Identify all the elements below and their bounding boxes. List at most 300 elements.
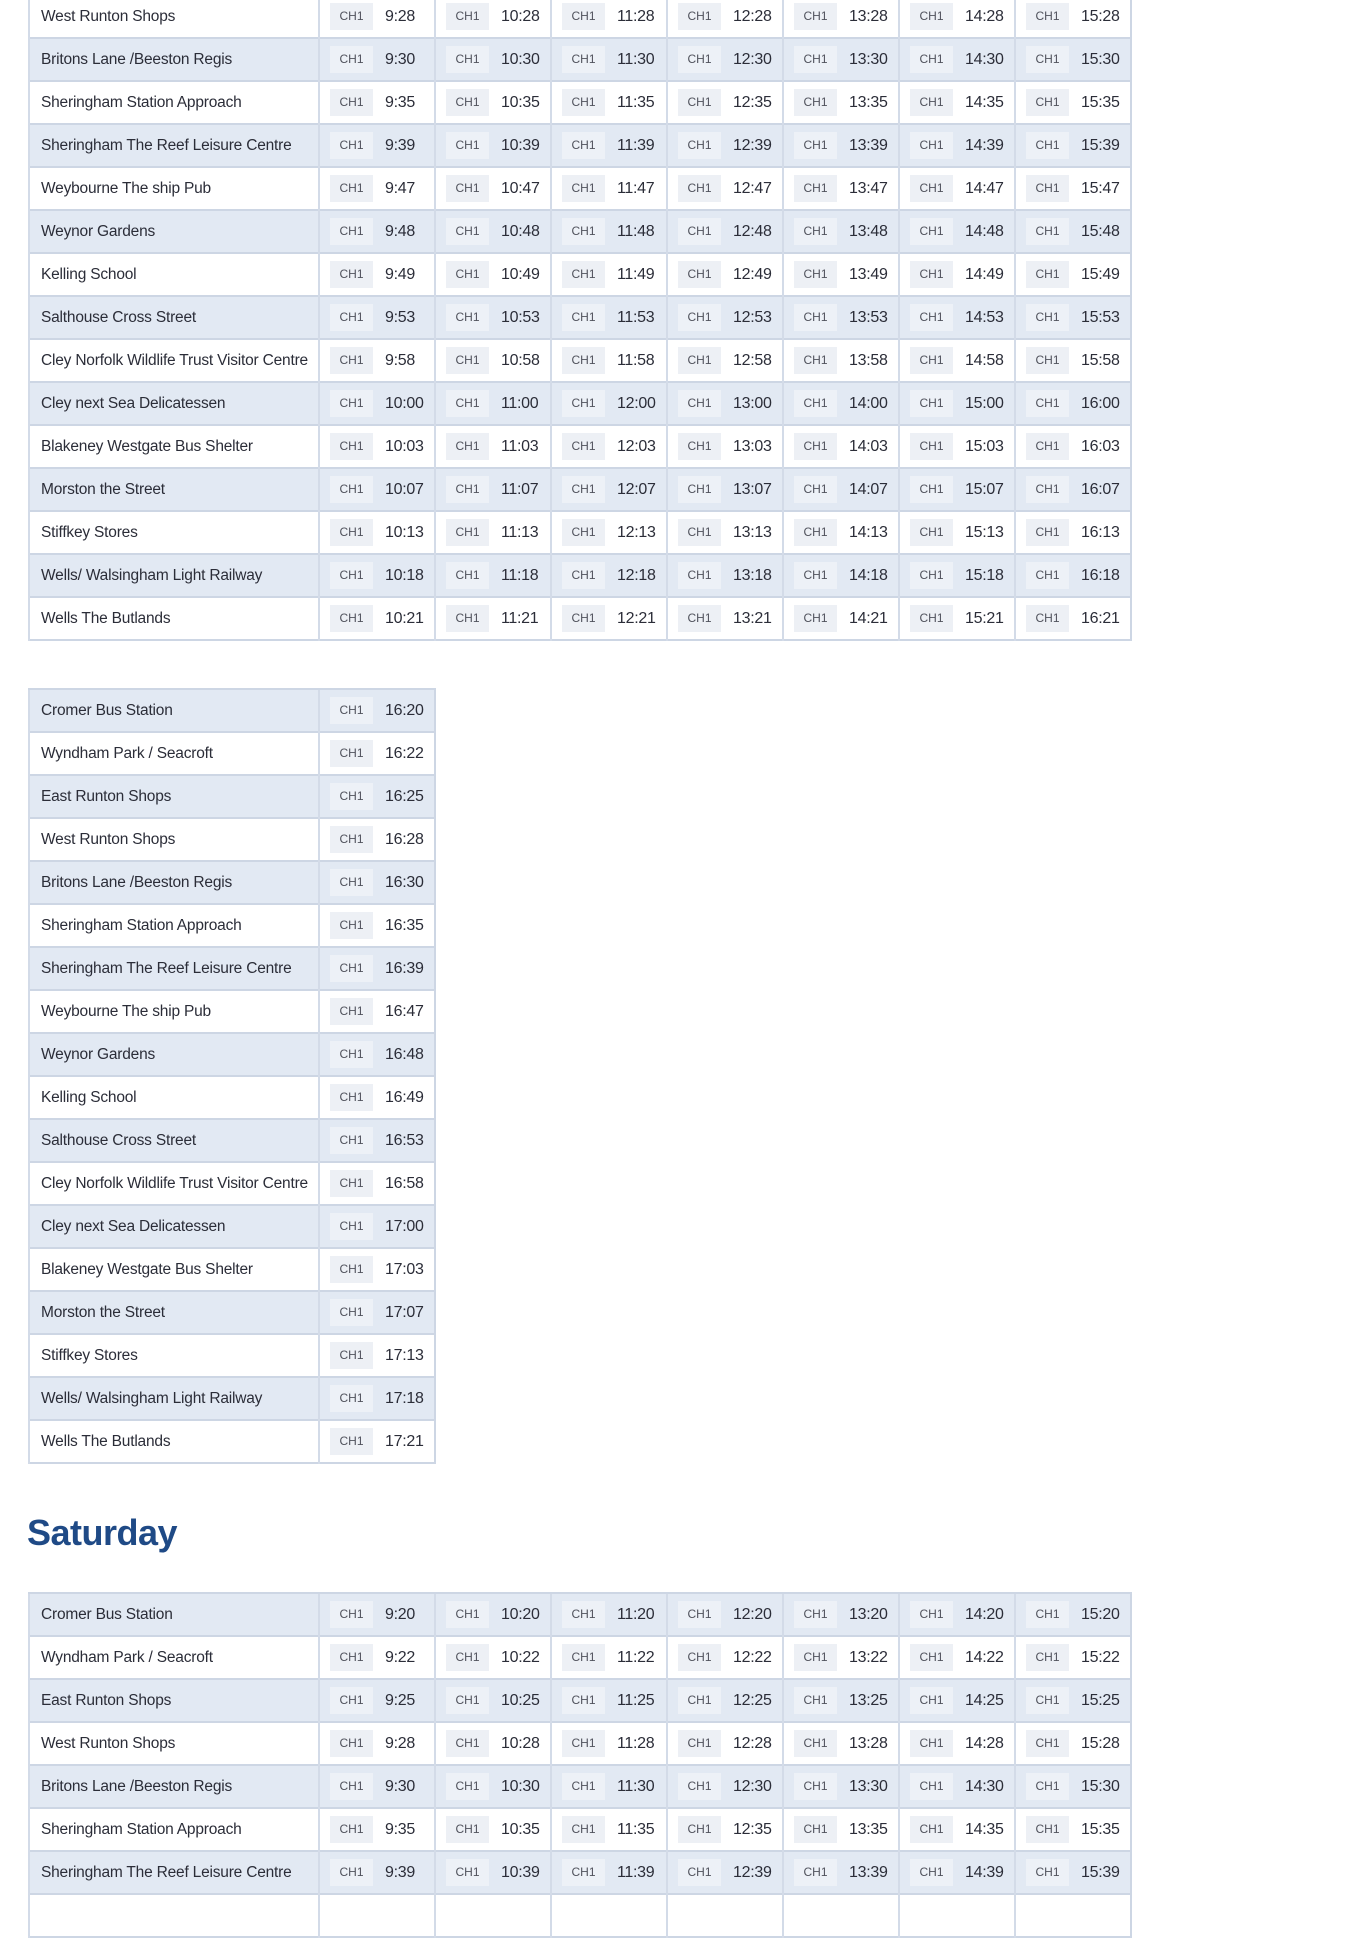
departure-cell: [899, 468, 1015, 511]
route-badge: CH1: [794, 519, 837, 546]
route-badge: CH1: [330, 261, 373, 288]
route-badge: CH1: [446, 175, 489, 202]
route-badge: CH1: [794, 562, 837, 589]
departure-cell: [899, 1722, 1015, 1765]
departure-cell: [667, 167, 783, 210]
weekday-timetable-2: [28, 688, 436, 1464]
departure-time: 13:25: [849, 1691, 888, 1709]
route-badge: CH1: [1026, 46, 1069, 73]
departure-cell: [319, 947, 435, 990]
departure-cell: [899, 425, 1015, 468]
stop-name: Wyndham Park / Seacroft: [29, 732, 319, 775]
departure-cell: [551, 38, 667, 81]
departure-cell: [319, 990, 435, 1033]
departure-time: 13:00: [733, 394, 772, 412]
stop-name: Blakeney Westgate Bus Shelter: [29, 425, 319, 468]
timetable-row: [29, 904, 435, 947]
departure-cell: [319, 554, 435, 597]
departure-time: 12:00: [617, 394, 656, 412]
departure-cell: [667, 253, 783, 296]
route-badge: CH1: [446, 519, 489, 546]
route-badge: CH1: [794, 218, 837, 245]
departure-time: 12:13: [617, 523, 656, 541]
route-badge: CH1: [330, 304, 373, 331]
departure-cell: [319, 1894, 435, 1937]
departure-cell: [551, 167, 667, 210]
departure-time: 12:35: [733, 93, 772, 111]
route-badge: CH1: [910, 476, 953, 503]
departure-cell: [551, 210, 667, 253]
departure-cell: [319, 1722, 435, 1765]
departure-cell: [319, 1636, 435, 1679]
departure-cell: [667, 382, 783, 425]
departure-time: 12:28: [733, 1734, 772, 1752]
departure-time: 17:07: [385, 1303, 424, 1321]
route-badge: CH1: [1026, 3, 1069, 30]
departure-time: 16:47: [385, 1002, 424, 1020]
departure-cell: [1015, 167, 1131, 210]
route-badge: CH1: [446, 347, 489, 374]
route-badge: CH1: [330, 1859, 373, 1886]
departure-time: 15:58: [1081, 351, 1120, 369]
route-badge: CH1: [910, 1730, 953, 1757]
departure-cell: [435, 468, 551, 511]
departure-cell: [899, 210, 1015, 253]
departure-time: 13:49: [849, 265, 888, 283]
stop-name: Weynor Gardens: [29, 210, 319, 253]
timetable-row: [29, 554, 1131, 597]
route-badge: CH1: [678, 562, 721, 589]
route-badge: CH1: [1026, 476, 1069, 503]
route-badge: CH1: [562, 1687, 605, 1714]
route-badge: CH1: [910, 347, 953, 374]
route-badge: CH1: [794, 261, 837, 288]
departure-time: 17:13: [385, 1346, 424, 1364]
departure-time: 14:21: [849, 609, 888, 627]
departure-cell: [783, 1722, 899, 1765]
route-badge: CH1: [678, 1859, 721, 1886]
route-badge: CH1: [446, 261, 489, 288]
departure-cell: [667, 597, 783, 640]
departure-cell: [551, 253, 667, 296]
route-badge: CH1: [330, 562, 373, 589]
route-badge: CH1: [910, 218, 953, 245]
route-badge: CH1: [330, 433, 373, 460]
departure-cell: [783, 1636, 899, 1679]
departure-cell: [435, 1722, 551, 1765]
departure-cell: [1015, 0, 1131, 38]
route-badge: CH1: [446, 1730, 489, 1757]
departure-cell: [783, 38, 899, 81]
route-badge: CH1: [794, 605, 837, 632]
departure-time: 10:18: [385, 566, 424, 584]
departure-cell: [319, 1076, 435, 1119]
timetable-row: [29, 253, 1131, 296]
departure-time: 10:03: [385, 437, 424, 455]
departure-time: 13:39: [849, 1863, 888, 1881]
timetable-row: [29, 1679, 1131, 1722]
departure-cell: [899, 38, 1015, 81]
departure-time: 15:39: [1081, 1863, 1120, 1881]
stop-name: Weybourne The ship Pub: [29, 990, 319, 1033]
departure-time: 16:22: [385, 744, 424, 762]
route-badge: CH1: [794, 1773, 837, 1800]
timetable-row: [29, 468, 1131, 511]
departure-time: 16:35: [385, 916, 424, 934]
timetable-row: [29, 38, 1131, 81]
departure-time: 14:25: [965, 1691, 1004, 1709]
departure-time: 9:20: [385, 1605, 415, 1623]
departure-time: 14:13: [849, 523, 888, 541]
departure-cell: [667, 1679, 783, 1722]
route-badge: CH1: [1026, 1644, 1069, 1671]
departure-time: 11:30: [617, 1777, 655, 1795]
route-badge: CH1: [330, 519, 373, 546]
departure-time: 12:18: [617, 566, 656, 584]
departure-cell: [667, 0, 783, 38]
departure-cell: [435, 1851, 551, 1894]
departure-cell: [319, 1420, 435, 1463]
departure-time: 11:47: [617, 179, 655, 197]
route-badge: CH1: [1026, 1816, 1069, 1843]
route-badge: CH1: [330, 1170, 373, 1197]
departure-cell: [319, 1291, 435, 1334]
route-badge: CH1: [678, 1644, 721, 1671]
departure-cell: [319, 861, 435, 904]
route-badge: CH1: [330, 1601, 373, 1628]
saturday-timetable: [28, 1592, 1132, 1938]
departure-time: 14:47: [965, 179, 1004, 197]
departure-time: 11:21: [501, 609, 539, 627]
route-badge: CH1: [562, 1730, 605, 1757]
departure-time: 9:47: [385, 179, 415, 197]
timetable-row: [29, 861, 435, 904]
departure-time: 9:48: [385, 222, 415, 240]
departure-cell: [319, 1248, 435, 1291]
departure-cell: [1015, 468, 1131, 511]
route-badge: CH1: [330, 390, 373, 417]
departure-time: 11:53: [617, 308, 655, 326]
departure-cell: [319, 210, 435, 253]
departure-cell: [1015, 1808, 1131, 1851]
stop-name: Sheringham The Reef Leisure Centre: [29, 124, 319, 167]
departure-time: 15:20: [1081, 1605, 1120, 1623]
departure-time: 14:35: [965, 93, 1004, 111]
route-badge: CH1: [330, 605, 373, 632]
timetable-row: [29, 167, 1131, 210]
departure-cell: [1015, 210, 1131, 253]
route-badge: CH1: [1026, 89, 1069, 116]
departure-cell: [899, 124, 1015, 167]
departure-cell: [667, 1894, 783, 1937]
departure-time: 16:20: [385, 701, 424, 719]
departure-time: 16:30: [385, 873, 424, 891]
departure-cell: [783, 1808, 899, 1851]
departure-cell: [551, 511, 667, 554]
departure-cell: [319, 1205, 435, 1248]
route-badge: CH1: [1026, 304, 1069, 331]
timetable-row: [29, 81, 1131, 124]
stop-name: Sheringham Station Approach: [29, 904, 319, 947]
route-badge: CH1: [330, 1213, 373, 1240]
departure-time: 13:35: [849, 93, 888, 111]
route-badge: CH1: [794, 175, 837, 202]
route-badge: CH1: [794, 390, 837, 417]
timetable-row: [29, 339, 1131, 382]
departure-cell: [319, 1377, 435, 1420]
departure-time: 9:49: [385, 265, 415, 283]
departure-cell: [1015, 1765, 1131, 1808]
stop-name: Sheringham The Reef Leisure Centre: [29, 947, 319, 990]
route-badge: CH1: [910, 175, 953, 202]
stop-name: Kelling School: [29, 1076, 319, 1119]
route-badge: CH1: [562, 1859, 605, 1886]
departure-time: 14:35: [965, 1820, 1004, 1838]
departure-cell: [319, 1765, 435, 1808]
departure-time: 10:28: [501, 7, 540, 25]
route-badge: CH1: [794, 1859, 837, 1886]
departure-time: 14:28: [965, 1734, 1004, 1752]
departure-cell: [319, 38, 435, 81]
departure-time: 17:03: [385, 1260, 424, 1278]
departure-cell: [435, 38, 551, 81]
departure-time: 16:53: [385, 1131, 424, 1149]
departure-time: 9:30: [385, 50, 415, 68]
departure-time: 11:35: [617, 1820, 655, 1838]
departure-time: 16:07: [1081, 480, 1120, 498]
route-badge: CH1: [330, 218, 373, 245]
route-badge: CH1: [910, 1644, 953, 1671]
departure-cell: [1015, 425, 1131, 468]
departure-time: 13:22: [849, 1648, 888, 1666]
timetable-row: [29, 732, 435, 775]
route-badge: CH1: [330, 783, 373, 810]
route-badge: CH1: [330, 1041, 373, 1068]
route-badge: CH1: [330, 46, 373, 73]
route-badge: CH1: [562, 433, 605, 460]
stop-name: Cley next Sea Delicatessen: [29, 1205, 319, 1248]
stop-name: West Runton Shops: [29, 818, 319, 861]
departure-time: 15:48: [1081, 222, 1120, 240]
route-badge: CH1: [330, 1127, 373, 1154]
departure-cell: [435, 1679, 551, 1722]
departure-time: 13:35: [849, 1820, 888, 1838]
route-badge: CH1: [446, 1773, 489, 1800]
departure-cell: [551, 1808, 667, 1851]
departure-time: 10:21: [385, 609, 424, 627]
timetable-row: [29, 597, 1131, 640]
departure-cell: [551, 0, 667, 38]
route-badge: CH1: [794, 347, 837, 374]
timetable-row: [29, 689, 435, 732]
route-badge: CH1: [1026, 519, 1069, 546]
stop-name: Britons Lane /Beeston Regis: [29, 38, 319, 81]
departure-time: 12:28: [733, 7, 772, 25]
departure-cell: [551, 554, 667, 597]
departure-time: 14:53: [965, 308, 1004, 326]
route-badge: CH1: [330, 1730, 373, 1757]
route-badge: CH1: [678, 1773, 721, 1800]
departure-cell: [899, 1636, 1015, 1679]
route-badge: CH1: [446, 1859, 489, 1886]
stop-name: West Runton Shops: [29, 0, 319, 38]
departure-time: 10:30: [501, 50, 540, 68]
route-badge: CH1: [910, 1816, 953, 1843]
departure-cell: [783, 425, 899, 468]
timetable-row: [29, 1248, 435, 1291]
route-badge: CH1: [794, 433, 837, 460]
stop-name: Sheringham Station Approach: [29, 81, 319, 124]
departure-time: 13:48: [849, 222, 888, 240]
route-badge: CH1: [330, 1256, 373, 1283]
departure-time: 15:13: [965, 523, 1004, 541]
route-badge: CH1: [910, 562, 953, 589]
departure-cell: [319, 253, 435, 296]
departure-time: 15:03: [965, 437, 1004, 455]
departure-cell: [319, 775, 435, 818]
timetable-row: [29, 1334, 435, 1377]
route-badge: CH1: [678, 1687, 721, 1714]
stop-name: Cromer Bus Station: [29, 1593, 319, 1636]
departure-cell: [1015, 554, 1131, 597]
route-badge: CH1: [562, 519, 605, 546]
stop-name: Wells/ Walsingham Light Railway: [29, 554, 319, 597]
departure-time: 14:03: [849, 437, 888, 455]
route-badge: CH1: [1026, 433, 1069, 460]
route-badge: CH1: [678, 46, 721, 73]
stop-name: Cley next Sea Delicatessen: [29, 382, 319, 425]
departure-cell: [435, 81, 551, 124]
route-badge: CH1: [446, 605, 489, 632]
route-badge: CH1: [330, 89, 373, 116]
timetable-row: [29, 1593, 1131, 1636]
departure-time: 13:30: [849, 50, 888, 68]
route-badge: CH1: [330, 1644, 373, 1671]
departure-cell: [435, 296, 551, 339]
departure-cell: [319, 382, 435, 425]
departure-time: 12:22: [733, 1648, 772, 1666]
departure-cell: [783, 339, 899, 382]
departure-time: 9:39: [385, 1863, 415, 1881]
departure-cell: [783, 597, 899, 640]
departure-time: 16:49: [385, 1088, 424, 1106]
departure-cell: [319, 818, 435, 861]
route-badge: CH1: [910, 304, 953, 331]
departure-time: 10:39: [501, 1863, 540, 1881]
departure-time: 16:39: [385, 959, 424, 977]
departure-cell: [667, 1636, 783, 1679]
route-badge: CH1: [678, 3, 721, 30]
route-badge: CH1: [910, 261, 953, 288]
route-badge: CH1: [678, 433, 721, 460]
route-badge: CH1: [330, 869, 373, 896]
departure-time: 11:48: [617, 222, 655, 240]
departure-time: 10:58: [501, 351, 540, 369]
departure-cell: [899, 1593, 1015, 1636]
departure-time: 13:18: [733, 566, 772, 584]
stop-name: Cley Norfolk Wildlife Trust Visitor Centre: [29, 1162, 319, 1205]
departure-time: 13:39: [849, 136, 888, 154]
departure-cell: [667, 339, 783, 382]
route-badge: CH1: [794, 1730, 837, 1757]
departure-cell: [783, 296, 899, 339]
route-badge: CH1: [678, 132, 721, 159]
departure-cell: [319, 1851, 435, 1894]
stop-name: Wells/ Walsingham Light Railway: [29, 1377, 319, 1420]
departure-cell: [319, 1162, 435, 1205]
route-badge: CH1: [910, 1601, 953, 1628]
departure-cell: [319, 468, 435, 511]
route-badge: CH1: [794, 1644, 837, 1671]
departure-cell: [551, 81, 667, 124]
departure-time: 12:48: [733, 222, 772, 240]
departure-cell: [899, 1851, 1015, 1894]
departure-cell: [783, 468, 899, 511]
stop-name: Wells The Butlands: [29, 1420, 319, 1463]
departure-cell: [551, 468, 667, 511]
departure-cell: [783, 1765, 899, 1808]
route-badge: CH1: [330, 476, 373, 503]
departure-time: 12:20: [733, 1605, 772, 1623]
route-badge: CH1: [794, 304, 837, 331]
departure-time: 9:22: [385, 1648, 415, 1666]
departure-cell: [899, 382, 1015, 425]
route-badge: CH1: [910, 3, 953, 30]
departure-time: 16:00: [1081, 394, 1120, 412]
timetable-row: [29, 1420, 435, 1463]
timetable-row: [29, 425, 1131, 468]
departure-time: 15:28: [1081, 7, 1120, 25]
departure-cell: [783, 554, 899, 597]
departure-time: 11:18: [501, 566, 539, 584]
departure-time: 9:35: [385, 1820, 415, 1838]
route-badge: CH1: [446, 390, 489, 417]
departure-cell: [319, 1808, 435, 1851]
timetable-row: [29, 1377, 435, 1420]
route-badge: CH1: [562, 304, 605, 331]
departure-cell: [551, 1722, 667, 1765]
route-badge: CH1: [678, 519, 721, 546]
departure-cell: [319, 425, 435, 468]
route-badge: CH1: [446, 132, 489, 159]
departure-time: 13:30: [849, 1777, 888, 1795]
stop-name: [29, 1894, 319, 1937]
departure-time: 16:28: [385, 830, 424, 848]
route-badge: CH1: [330, 175, 373, 202]
departure-time: 15:35: [1081, 93, 1120, 111]
departure-cell: [783, 1894, 899, 1937]
departure-time: 11:22: [617, 1648, 655, 1666]
departure-time: 15:00: [965, 394, 1004, 412]
route-badge: CH1: [678, 347, 721, 374]
departure-cell: [319, 81, 435, 124]
route-badge: CH1: [678, 390, 721, 417]
route-badge: CH1: [330, 132, 373, 159]
stop-name: Cley Norfolk Wildlife Trust Visitor Centre: [29, 339, 319, 382]
timetable-row: [29, 818, 435, 861]
departure-time: 14:20: [965, 1605, 1004, 1623]
departure-time: 9:53: [385, 308, 415, 326]
departure-time: 14:49: [965, 265, 1004, 283]
stop-name: Weynor Gardens: [29, 1033, 319, 1076]
departure-time: 14:39: [965, 1863, 1004, 1881]
departure-cell: [435, 597, 551, 640]
departure-time: 9:39: [385, 136, 415, 154]
departure-time: 16:25: [385, 787, 424, 805]
timetable-row: [29, 0, 1131, 38]
route-badge: CH1: [446, 1816, 489, 1843]
departure-cell: [435, 382, 551, 425]
